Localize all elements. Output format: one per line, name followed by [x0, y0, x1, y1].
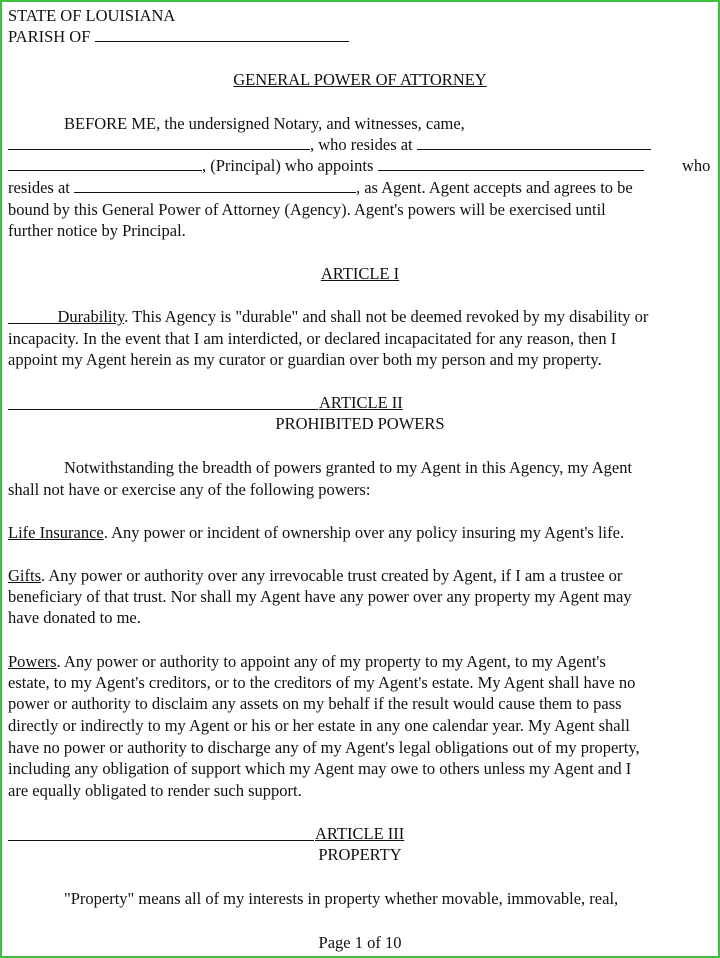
state-label: STATE OF LOUISIANA	[8, 6, 176, 25]
article-3-subheading: PROPERTY	[318, 845, 402, 864]
powers-line-4: directly or indirectly to my Agent or his or her estate in any one calendar year. My Agent shall	[8, 716, 630, 735]
gifts-line-2: beneficiary of that trust. Nor shall my Agent have any power over any property my Agent may	[8, 587, 632, 606]
article-3-rule	[8, 840, 314, 841]
intro-line-5: bound by this General Power of Attorney (Agency). Agent's powers will be exercised until	[8, 200, 606, 219]
principal-address-blank	[417, 135, 651, 150]
agent-name-blank	[378, 156, 644, 171]
agent-address-blank	[74, 178, 356, 193]
article-2-intro-2: shall not have or exercise any of the following powers:	[8, 480, 371, 499]
life-insurance-term: Life Insurance	[8, 523, 104, 542]
article-3-line-1: "Property" means all of my interests in property whether movable, immovable, real,	[64, 889, 619, 908]
article-2-rule	[8, 409, 318, 410]
intro-line-1: BEFORE ME, the undersigned Notary, and witnesses, came,	[64, 114, 465, 133]
article-2-intro-1: Notwithstanding the breadth of powers granted to my Agent in this Agency, my Agent	[64, 458, 633, 477]
durability-term: Durability	[57, 307, 125, 326]
intro-line-6: further notice by Principal.	[8, 221, 186, 240]
powers-line-2: estate, to my Agent's creditors, or to the creditors of my Agent's estate. My Agent shall have no	[8, 673, 636, 692]
page-number: Page 1 of 10	[318, 933, 402, 952]
intro-line-4: resides at , as Agent. Agent accepts and agrees to be	[8, 178, 633, 197]
powers-term: Powers	[8, 652, 57, 671]
life-insurance-line: Life Insurance. Any power or incident of ownership over any policy insuring my Agent's life.	[8, 523, 625, 542]
document-title: GENERAL POWER OF ATTORNEY	[233, 70, 487, 89]
powers-line-6: including any obligation of support which my Agent may owe to others unless my Agent and I	[8, 759, 632, 778]
article-3-heading: ARTICLE III	[315, 824, 405, 843]
article-2-subheading: PROHIBITED POWERS	[275, 414, 445, 433]
gifts-line-3: have donated to me.	[8, 608, 141, 627]
intro-who: who	[682, 156, 711, 175]
parish-blank	[95, 27, 349, 42]
powers-line-1: Powers. Any power or authority to appoint any of my property to my Agent, to my Agent's	[8, 652, 606, 671]
powers-line-3: power or authority to disclaim any assets on my behalf if the result would cause them to pass	[8, 694, 622, 713]
gifts-term: Gifts	[8, 566, 41, 585]
parish-line	[8, 27, 349, 47]
intro-line-2: , who resides at	[8, 135, 651, 155]
powers-line-7: are equally obligated to render such support.	[8, 781, 302, 800]
article-1-line-3: appoint my Agent herein as my curator or guardian over both my person and my property.	[8, 350, 602, 369]
article-1-heading: ARTICLE I	[320, 264, 400, 283]
intro-line-3: , (Principal) who appoints	[8, 156, 644, 176]
parish-label: PARISH OF	[8, 27, 91, 46]
gifts-line-1: Gifts. Any power or authority over any irrevocable trust created by Agent, if I am a trustee or	[8, 566, 623, 585]
article-1-line-2: incapacity. In the event that I am interdicted, or declared incapacitated for any reason, then I	[8, 329, 617, 348]
principal-blank	[8, 156, 202, 171]
article-1-line-1: Durability. This Agency is "durable" and shall not be deemed revoked by my disability or	[8, 307, 648, 327]
principal-name-blank	[8, 135, 310, 150]
article-2-heading: ARTICLE II	[319, 393, 403, 412]
powers-line-5: have no power or authority to discharge any of my Agent's legal obligations out of my property,	[8, 738, 640, 757]
